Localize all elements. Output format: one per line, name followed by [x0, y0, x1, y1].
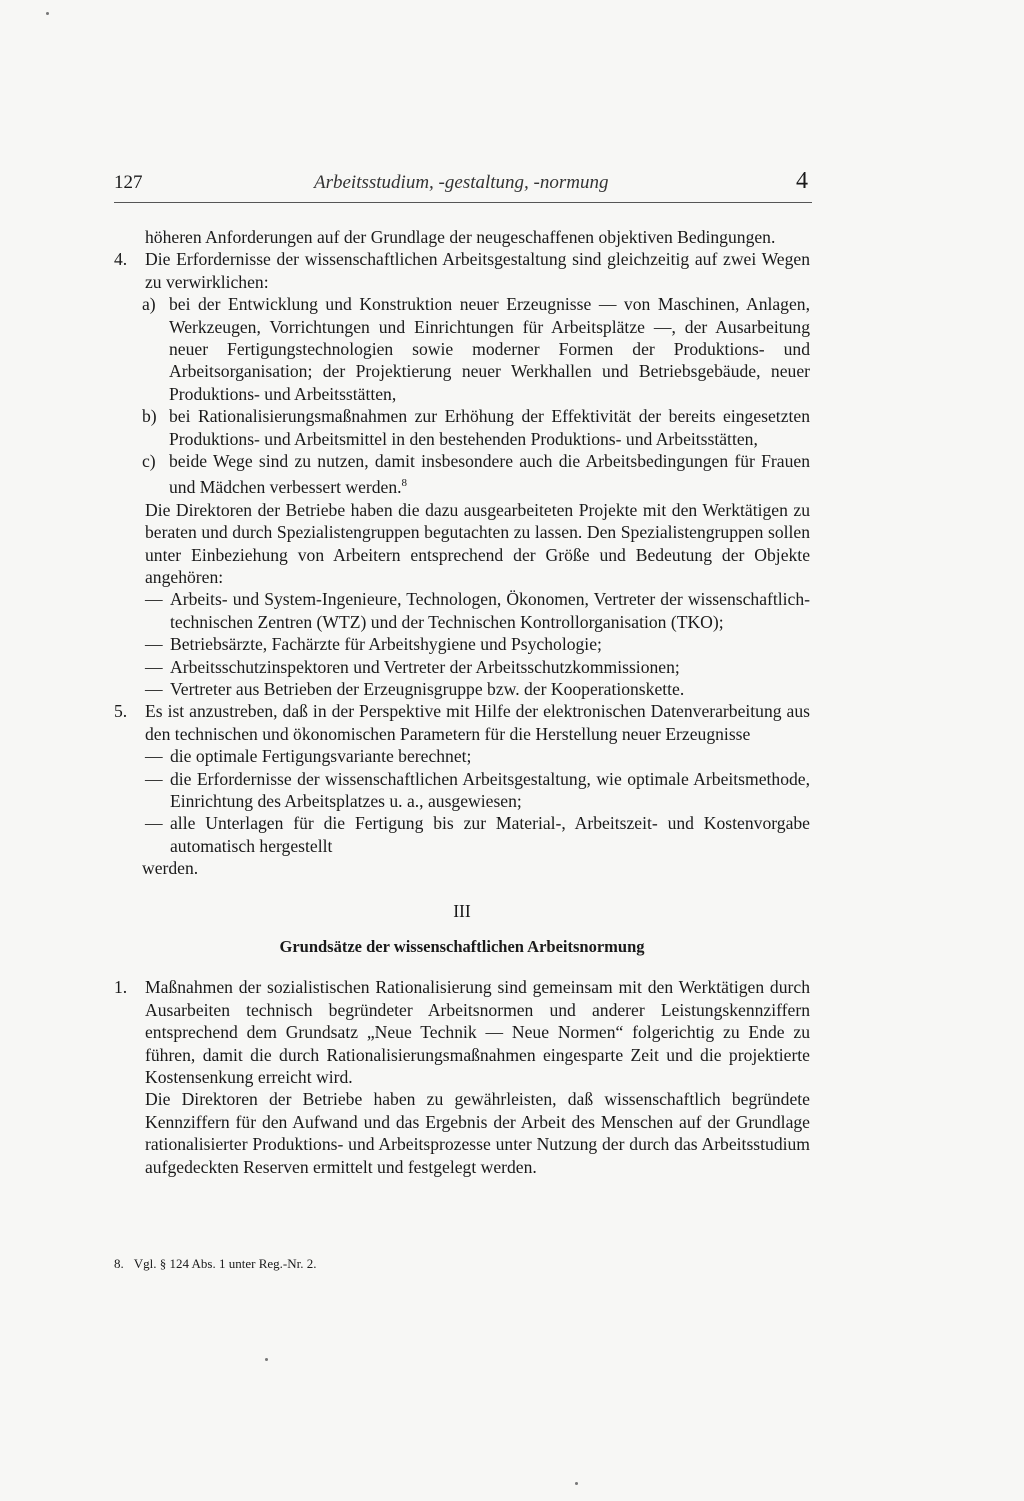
footnote-ref: 8 — [401, 477, 408, 490]
scan-speck — [575, 1482, 578, 1485]
sub-label: c) — [142, 451, 156, 472]
scan-speck — [265, 1358, 268, 1361]
list-item — [114, 812, 810, 857]
item-4-a-text: bei der Entwicklung und Konstruktion neuer Erzeugnisse — von Maschinen, Anlagen, Werkzeugen, Vorrichtungen und Einrichtungen für Arbeitsplätze —, der Ausarbeitung neuer Fertigungstechnologien sowie moderner Formen der Produktions- und Arbeitsorganisation; der Projektierung neuer Werkhallen und Betriebsgebäude, neuer Produktions- und Arbeitsstätten, — [169, 294, 810, 404]
item-4-intro: Die Erfordernisse der wissenschaftlichen Arbeitsgestaltung sind gleichzeitig auf zwei Wegen zu verwirklichen: — [145, 249, 810, 292]
dash-marker: — — [145, 768, 163, 789]
item-4 — [114, 248, 810, 293]
item-4-a — [114, 293, 810, 405]
item-4-c-text: beide Wege sind zu nutzen, damit insbesondere auch die Arbeitsbedingungen für Frauen und Mädchen verbessert werden. — [169, 451, 810, 498]
running-header — [114, 170, 812, 203]
dash-marker: — — [145, 746, 163, 767]
body-text — [114, 226, 810, 1178]
footnote-number: 8. — [114, 1256, 124, 1271]
dash-marker: — — [145, 634, 163, 655]
list-item — [114, 745, 810, 767]
list-item-text: Betriebsärzte, Fachärzte für Arbeitshygiene und Psychologie; — [170, 634, 602, 655]
footnote — [114, 1256, 316, 1272]
list-item — [114, 588, 810, 633]
item-4-b — [114, 405, 810, 450]
item-1-text: Maßnahmen der sozialistischen Rationalisierung sind gemeinsam mit den Werktätigen durch Ausarbeiten technisch begründeter Arbeitsnormen und anderer Leistungskennziffern entsprechend dem Grundsatz „Neue Technik — Neue Normen“ folgerichtig zu Ende zu führen, damit die durch Rationalisierungsmaßnahmen eingesparte Zeit und die projektierte Kostensenkung erreicht wird. — [145, 977, 810, 1088]
sub-label: b) — [142, 406, 157, 427]
dash-marker: — — [145, 589, 163, 610]
item-4-c-para — [169, 450, 810, 499]
list-item-text: die Erfordernisse der wissenschaftlichen Arbeitsgestaltung, wie optimale Arbeitsmethode, Einrichtung des Arbeitsplatzes u. a., ausgewiesen; — [170, 768, 810, 812]
section-heading: Grundsätze der wissenschaftlichen Arbeitsnormung — [279, 937, 645, 957]
section-number: 4 — [796, 168, 808, 194]
running-title: Arbeitsstudium, -gestaltung, -normung — [314, 172, 609, 193]
list-item — [114, 678, 810, 700]
dash-marker: — — [145, 678, 163, 699]
list-item — [114, 633, 810, 655]
list-item-text: Arbeits- und System-Ingenieure, Technologen, Ökonomen, Vertreter der wissenschaftlich-technischen Zentren (WTZ) und der Technischen Kontrollorganisation (TKO); — [170, 589, 810, 632]
list-item — [114, 656, 810, 678]
spacer — [114, 958, 810, 976]
dash-marker: — — [145, 813, 163, 834]
item-1 — [114, 976, 810, 1088]
continuation-paragraph: höheren Anforderungen auf der Grundlage der neugeschaffenen objektiven Bedingungen. — [145, 227, 776, 247]
item-4-paragraph: Die Direktoren der Betriebe haben die dazu ausgearbeiteten Projekte mit den Werktätigen zu beraten und durch Spezialistengruppen begutachten zu lassen. Den Spezialistengruppen sollen unter Einbeziehung von Arbeitern entsprechend der Größe und Bedeutung der Objekte angehören: — [145, 499, 810, 587]
dash-marker: — — [145, 656, 163, 677]
list-item-text: Arbeitsschutzinspektoren und Vertreter der Arbeitsschutzkommissionen; — [170, 656, 680, 677]
scan-speck — [46, 12, 49, 15]
list-item-text: Vertreter aus Betrieben der Erzeugnisgruppe bzw. der Kooperationskette. — [170, 678, 685, 699]
item-4-b-text: bei Rationalisierungsmaßnahmen zur Erhöhung der Effektivität der bereits eingesetzten Produktions- und Arbeitsmittel in den bestehenden Produktions- und Arbeitsstätten, — [169, 406, 810, 449]
item-1-paragraph: Die Direktoren der Betriebe haben zu gewährleisten, daß wissenschaftlich begründete Kennziffern für den Aufwand und das Ergebnis der Arbeit des Menschen auf der Grundlage rationalisierter Produktions- und Arbeitsprozesse unter Nutzung der durch das Arbeitsstudium aufgedeckten Reserven ermittelt und festgelegt werden. — [145, 1089, 810, 1177]
item-number: 4. — [114, 249, 128, 270]
page-number: 127 — [114, 172, 143, 193]
item-number: 1. — [114, 977, 128, 998]
item-5-close: werden. — [142, 858, 199, 879]
section-roman-numeral: III — [453, 900, 471, 921]
list-item-text: alle Unterlagen für die Fertigung bis zur Material-, Arbeitszeit- und Kostenvorgabe automatisch hergestellt — [170, 813, 810, 856]
list-item-text: die optimale Fertigungsvariante berechnet; — [170, 746, 472, 767]
item-5-intro: Es ist anzustreben, daß in der Perspektive mit Hilfe der elektronischen Datenverarbeitung aus den technischen und ökonomischen Parametern für die Herstellung neuer Erzeugnisse — [145, 701, 810, 744]
footnote-text: Vgl. § 124 Abs. 1 unter Reg.-Nr. 2. — [133, 1256, 317, 1271]
item-number: 5. — [114, 701, 128, 722]
item-5 — [114, 700, 810, 745]
list-item — [114, 768, 810, 813]
sub-label: a) — [142, 294, 156, 315]
item-4-c — [114, 450, 810, 499]
